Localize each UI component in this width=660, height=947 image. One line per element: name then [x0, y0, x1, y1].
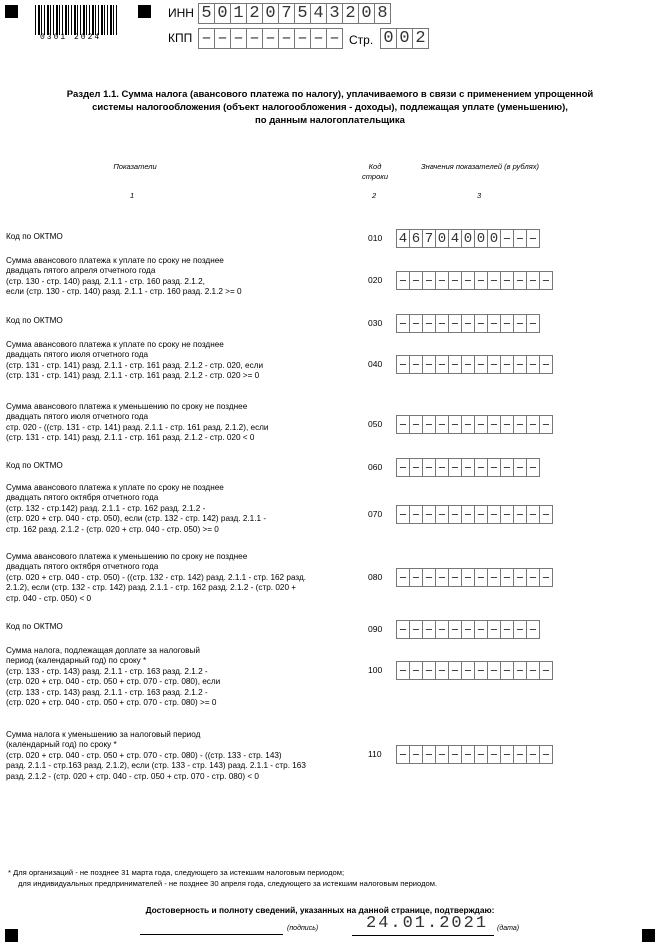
- digit-cell: –: [409, 355, 422, 374]
- digit-cell: –: [435, 745, 448, 764]
- digit-cell: –: [474, 661, 487, 680]
- digit-cell: –: [513, 314, 526, 333]
- digit-cell: –: [526, 505, 539, 524]
- digit-cell: 4: [448, 229, 461, 248]
- digit-cell: 7: [422, 229, 435, 248]
- row-label-line: двадцать пятого апреля отчетного года: [6, 266, 156, 276]
- row-label-line: Код по ОКТМО: [6, 316, 63, 325]
- digit-cell: –: [487, 271, 500, 290]
- row-value-field-060[interactable]: [396, 458, 540, 477]
- digit-cell: 5: [294, 3, 310, 24]
- digit-cell: –: [422, 458, 435, 477]
- row-code-100: 100: [368, 665, 383, 675]
- digit-cell: –: [474, 415, 487, 434]
- digit-cell: –: [500, 505, 513, 524]
- digit-cell: –: [214, 28, 230, 49]
- row-value-field-100[interactable]: [396, 661, 553, 680]
- digit-cell: –: [409, 458, 422, 477]
- digit-cell: 0: [358, 3, 374, 24]
- digit-cell: –: [448, 620, 461, 639]
- row-label-line: если (стр. 130 - стр. 140) разд. 2.1.1 - стр. 160 разд. 2.1.2 >= 0: [6, 287, 242, 297]
- inn-field[interactable]: [198, 3, 391, 24]
- row-label-line: Сумма авансового платежа к уплате по сроку не позднее: [6, 340, 224, 349]
- digit-cell: 0: [435, 229, 448, 248]
- section-title-line-3: по данным налогоплательщика: [255, 115, 405, 126]
- signature-label: (подпись): [287, 925, 319, 932]
- digit-cell: –: [448, 458, 461, 477]
- section-title-line-1: Раздел 1.1. Сумма налога (авансового платежа по налогу), уплачиваемого в связи с применением упрощенной: [66, 89, 594, 100]
- inn-label: ИНН: [168, 6, 194, 20]
- row-label-line: двадцать пятого июля отчетного года: [6, 350, 149, 360]
- row-value-field-050[interactable]: [396, 415, 553, 434]
- row-label-line: период (календарный год) по сроку *: [6, 656, 147, 666]
- row-label-line: 2.1.2), если (стр. 132 - стр. 142) разд. 2.1.1 - стр. 162 разд. 2.1.2 - (стр. 020 +: [6, 583, 297, 593]
- row-label-line: Код по ОКТМО: [6, 461, 63, 470]
- digit-cell: –: [539, 661, 553, 680]
- digit-cell: –: [526, 271, 539, 290]
- row-value-field-020[interactable]: [396, 271, 553, 290]
- digit-cell: –: [539, 271, 553, 290]
- digit-cell: –: [500, 568, 513, 587]
- digit-cell: –: [474, 745, 487, 764]
- digit-cell: –: [409, 661, 422, 680]
- digit-cell: –: [422, 661, 435, 680]
- digit-cell: –: [396, 505, 409, 524]
- digit-cell: –: [435, 458, 448, 477]
- digit-cell: –: [461, 505, 474, 524]
- digit-cell: –: [422, 505, 435, 524]
- digit-cell: –: [500, 745, 513, 764]
- digit-cell: 0: [380, 28, 396, 49]
- digit-cell: 2: [412, 28, 429, 49]
- digit-cell: –: [396, 568, 409, 587]
- digit-cell: –: [461, 355, 474, 374]
- date-label: (дата): [497, 925, 520, 932]
- digit-cell: –: [435, 568, 448, 587]
- digit-cell: –: [474, 620, 487, 639]
- digit-cell: –: [310, 28, 326, 49]
- digit-cell: –: [539, 745, 553, 764]
- row-label-line: (стр. 020 + стр. 040 - стр. 050 + стр. 070 - стр. 080) >= 0: [6, 698, 217, 708]
- digit-cell: –: [487, 661, 500, 680]
- digit-cell: –: [513, 745, 526, 764]
- kpp-label: КПП: [168, 31, 193, 45]
- digit-cell: –: [500, 314, 513, 333]
- row-code-030: 030: [368, 318, 383, 328]
- digit-cell: –: [409, 271, 422, 290]
- digit-cell: 5: [198, 3, 214, 24]
- row-label-line: (стр. 131 - стр. 141) разд. 2.1.1 - стр. 161 разд. 2.1.2 - стр. 020 < 0: [6, 433, 255, 443]
- row-label-line: Сумма налога к уменьшению за налоговый период: [6, 730, 201, 739]
- row-label-110: [6, 730, 356, 782]
- digit-cell: 0: [396, 28, 412, 49]
- digit-cell: –: [513, 620, 526, 639]
- digit-cell: –: [474, 355, 487, 374]
- digit-cell: 2: [342, 3, 358, 24]
- digit-cell: –: [500, 355, 513, 374]
- row-label-line: двадцать пятого октября отчетного года: [6, 562, 159, 572]
- digit-cell: –: [396, 620, 409, 639]
- row-label-060: [6, 461, 356, 471]
- row-label-line: разд. 2.1.1 - стр.163 разд. 2.1.2), если (стр. 133 - стр. 143) разд. 2.1.1 - стр. 163: [6, 761, 306, 771]
- digit-cell: –: [526, 620, 540, 639]
- footnote-line-2: для индивидуальных предпринимателей - не позднее 30 апреля года, следующего за истекшим налоговым периодом.: [18, 879, 438, 888]
- row-label-line: Сумма авансового платежа к уплате по сроку не позднее: [6, 256, 224, 265]
- digit-cell: –: [448, 745, 461, 764]
- footnote: [8, 867, 568, 889]
- row-label-line: (стр. 020 + стр. 040 - стр. 050), если (стр. 132 - стр. 142) разд. 2.1.1 -: [6, 514, 267, 524]
- digit-cell: –: [513, 229, 526, 248]
- row-code-080: 080: [368, 572, 383, 582]
- digit-cell: –: [396, 271, 409, 290]
- corner-marker-top-left: [5, 5, 18, 18]
- row-label-line: Код по ОКТМО: [6, 232, 63, 241]
- digit-cell: –: [422, 620, 435, 639]
- digit-cell: 0: [487, 229, 500, 248]
- digit-cell: –: [526, 229, 540, 248]
- digit-cell: –: [409, 745, 422, 764]
- digit-cell: –: [474, 505, 487, 524]
- digit-cell: –: [461, 745, 474, 764]
- digit-cell: –: [409, 415, 422, 434]
- column-number-2: 2: [372, 191, 377, 200]
- digit-cell: –: [435, 355, 448, 374]
- row-value-field-070[interactable]: [396, 505, 553, 524]
- row-value-field-010[interactable]: [396, 229, 540, 248]
- column-number-1: 1: [130, 191, 135, 200]
- row-code-050: 050: [368, 419, 383, 429]
- digit-cell: –: [513, 505, 526, 524]
- column-number-3: 3: [477, 191, 482, 200]
- digit-cell: 4: [396, 229, 409, 248]
- row-label-line: стр. 040 - стр. 050) < 0: [6, 593, 92, 603]
- digit-cell: –: [487, 620, 500, 639]
- digit-cell: –: [422, 355, 435, 374]
- digit-cell: –: [461, 620, 474, 639]
- digit-cell: –: [526, 355, 539, 374]
- digit-cell: –: [461, 661, 474, 680]
- row-code-010: 010: [368, 233, 383, 243]
- digit-cell: –: [500, 661, 513, 680]
- row-label-030: [6, 316, 356, 326]
- digit-cell: –: [513, 415, 526, 434]
- digit-cell: –: [461, 271, 474, 290]
- digit-cell: –: [422, 745, 435, 764]
- row-label-100: [6, 646, 356, 708]
- digit-cell: –: [435, 505, 448, 524]
- row-label-010: [6, 232, 356, 242]
- digit-cell: –: [448, 661, 461, 680]
- digit-cell: –: [526, 568, 539, 587]
- row-label-080: [6, 552, 356, 604]
- digit-cell: 4: [310, 3, 326, 24]
- confirmation-text: Достоверность и полноту сведений, указанных на данной странице, подтверждаю:: [145, 905, 495, 915]
- digit-cell: –: [396, 415, 409, 434]
- digit-cell: –: [513, 661, 526, 680]
- digit-cell: –: [230, 28, 246, 49]
- digit-cell: –: [539, 355, 553, 374]
- digit-cell: –: [487, 505, 500, 524]
- digit-cell: –: [500, 229, 513, 248]
- section-title: [20, 88, 640, 127]
- signature-line[interactable]: [140, 920, 283, 935]
- digit-cell: –: [474, 314, 487, 333]
- digit-cell: –: [448, 355, 461, 374]
- digit-cell: –: [326, 28, 343, 49]
- digit-cell: –: [409, 620, 422, 639]
- kpp-field[interactable]: [198, 28, 343, 49]
- digit-cell: 0: [461, 229, 474, 248]
- digit-cell: –: [461, 458, 474, 477]
- row-value-field-080[interactable]: [396, 568, 553, 587]
- digit-cell: –: [487, 415, 500, 434]
- digit-cell: –: [435, 661, 448, 680]
- digit-cell: –: [526, 415, 539, 434]
- digit-cell: 3: [326, 3, 342, 24]
- digit-cell: –: [487, 568, 500, 587]
- digit-cell: –: [435, 620, 448, 639]
- date-value[interactable]: 24.01.2021: [366, 914, 489, 933]
- digit-cell: –: [422, 568, 435, 587]
- row-label-line: двадцать пятого июля отчетного года: [6, 412, 149, 422]
- digit-cell: 8: [374, 3, 391, 24]
- row-label-line: (стр. 132 - стр.142) разд. 2.1.1 - стр. 162 разд. 2.1.2 -: [6, 503, 206, 513]
- digit-cell: –: [246, 28, 262, 49]
- digit-cell: –: [461, 314, 474, 333]
- digit-cell: –: [461, 415, 474, 434]
- digit-cell: –: [526, 458, 540, 477]
- digit-cell: –: [278, 28, 294, 49]
- row-label-line: (календарный год) по сроку *: [6, 740, 117, 750]
- digit-cell: –: [448, 271, 461, 290]
- column-header-code-line-1: Код: [368, 162, 382, 171]
- digit-cell: 6: [409, 229, 422, 248]
- row-code-070: 070: [368, 509, 383, 519]
- digit-cell: 1: [230, 3, 246, 24]
- row-label-line: Код по ОКТМО: [6, 622, 63, 631]
- digit-cell: –: [435, 314, 448, 333]
- row-label-line: стр. 020 - ((стр. 131 - стр. 141) разд. 2.1.1 - стр. 161 разд. 2.1.2), если: [6, 422, 269, 432]
- digit-cell: –: [487, 458, 500, 477]
- digit-cell: –: [294, 28, 310, 49]
- row-label-line: (стр. 131 - стр. 141) разд. 2.1.1 - стр. 161 разд. 2.1.2 - стр. 020 >= 0: [6, 371, 260, 381]
- digit-cell: –: [435, 271, 448, 290]
- digit-cell: 7: [278, 3, 294, 24]
- digit-cell: –: [448, 415, 461, 434]
- digit-cell: –: [262, 28, 278, 49]
- digit-cell: –: [474, 568, 487, 587]
- row-value-field-030[interactable]: [396, 314, 540, 333]
- barcode-number: 0301 2024: [40, 33, 102, 42]
- digit-cell: –: [422, 314, 435, 333]
- row-label-line: (стр. 133 - стр. 143) разд. 2.1.1 - стр. 163 разд. 2.1.2 -: [6, 666, 208, 676]
- digit-cell: –: [409, 505, 422, 524]
- digit-cell: –: [487, 355, 500, 374]
- digit-cell: –: [409, 568, 422, 587]
- digit-cell: –: [396, 745, 409, 764]
- row-label-line: (стр. 131 - стр. 141) разд. 2.1.1 - стр. 161 разд. 2.1.2 - стр. 020, если: [6, 360, 264, 370]
- row-label-line: (стр. 130 - стр. 140) разд. 2.1.1 - стр. 160 разд. 2.1.2,: [6, 276, 205, 286]
- corner-marker-top-right: [138, 5, 151, 18]
- row-label-line: Сумма авансового платежа к уменьшению по сроку не позднее: [6, 552, 248, 561]
- digit-cell: 0: [262, 3, 278, 24]
- row-label-line: разд. 2.1.2 - (стр. 020 + стр. 040 - стр. 050 + стр. 070 - стр. 080) < 0: [6, 771, 259, 781]
- digit-cell: –: [198, 28, 214, 49]
- digit-cell: –: [513, 355, 526, 374]
- digit-cell: –: [435, 415, 448, 434]
- column-header-code-line-2: строки: [362, 172, 388, 181]
- digit-cell: –: [396, 458, 409, 477]
- row-label-line: (стр. 020 + стр. 040 - стр. 050 + стр. 070 - стр. 080), если: [6, 677, 221, 687]
- row-value-field-110[interactable]: [396, 745, 553, 764]
- row-label-line: Сумма авансового платежа к уменьшению по сроку не позднее: [6, 402, 248, 411]
- digit-cell: –: [526, 745, 539, 764]
- corner-marker-bottom-left: [5, 929, 18, 942]
- digit-cell: –: [526, 314, 540, 333]
- digit-cell: –: [448, 314, 461, 333]
- row-label-line: Сумма авансового платежа к уплате по сроку не позднее: [6, 483, 224, 492]
- row-label-line: (стр. 133 - стр. 143) разд. 2.1.1 - стр. 163 разд. 2.1.2 -: [6, 687, 208, 697]
- row-code-090: 090: [368, 624, 383, 634]
- row-code-040: 040: [368, 359, 383, 369]
- row-value-field-040[interactable]: [396, 355, 553, 374]
- digit-cell: –: [448, 568, 461, 587]
- digit-cell: –: [539, 505, 553, 524]
- digit-cell: –: [487, 314, 500, 333]
- row-code-020: 020: [368, 275, 383, 285]
- digit-cell: –: [461, 568, 474, 587]
- row-label-020: [6, 256, 356, 298]
- digit-cell: –: [513, 568, 526, 587]
- row-label-050: [6, 402, 356, 444]
- row-label-line: стр. 162 разд. 2.1.2 - (стр. 020 + стр. 040 - стр. 050) >= 0: [6, 524, 219, 534]
- row-label-line: (стр. 020 + стр. 040 - стр. 050 + стр. 070 - стр. 080) - ((стр. 133 - стр. 143): [6, 750, 282, 760]
- digit-cell: –: [500, 620, 513, 639]
- row-value-field-090[interactable]: [396, 620, 540, 639]
- digit-cell: –: [396, 355, 409, 374]
- digit-cell: –: [500, 458, 513, 477]
- digit-cell: 2: [246, 3, 262, 24]
- digit-cell: –: [422, 415, 435, 434]
- digit-cell: –: [513, 458, 526, 477]
- row-label-line: (стр. 020 + стр. 040 - стр. 050) - ((стр. 132 - стр. 142) разд. 2.1.1 - стр. 162 разд.: [6, 572, 307, 582]
- section-title-line-2: системы налогообложения (объект налогообложения - доходы), подлежащая уплате (уменьшению),: [92, 102, 568, 113]
- digit-cell: –: [474, 458, 487, 477]
- row-code-110: 110: [368, 749, 382, 759]
- row-code-060: 060: [368, 462, 383, 472]
- digit-cell: 0: [474, 229, 487, 248]
- digit-cell: –: [500, 271, 513, 290]
- digit-cell: –: [409, 314, 422, 333]
- column-header-code: [355, 162, 395, 182]
- digit-cell: –: [539, 568, 553, 587]
- row-label-090: [6, 622, 356, 632]
- digit-cell: –: [487, 745, 500, 764]
- page-number-field[interactable]: [380, 28, 429, 49]
- digit-cell: –: [474, 271, 487, 290]
- footnote-line-1: * Для организаций - не позднее 31 марта года, следующего за истекшим налоговым периодом;: [8, 868, 345, 877]
- column-header-indicators: Показатели: [113, 162, 157, 171]
- row-label-line: Сумма налога, подлежащая доплате за налоговый: [6, 646, 200, 655]
- digit-cell: –: [500, 415, 513, 434]
- column-header-values: Значения показателей (в рублях): [421, 162, 539, 171]
- row-label-040: [6, 340, 356, 382]
- digit-cell: –: [513, 271, 526, 290]
- digit-cell: –: [539, 415, 553, 434]
- corner-marker-bottom-right: [642, 929, 655, 942]
- digit-cell: –: [396, 661, 409, 680]
- digit-cell: –: [526, 661, 539, 680]
- digit-cell: 0: [214, 3, 230, 24]
- row-label-070: [6, 483, 356, 535]
- barcode: [35, 5, 119, 35]
- digit-cell: –: [422, 271, 435, 290]
- digit-cell: –: [448, 505, 461, 524]
- row-label-line: двадцать пятого октября отчетного года: [6, 493, 159, 503]
- page-label: Стр.: [349, 33, 374, 47]
- digit-cell: –: [396, 314, 409, 333]
